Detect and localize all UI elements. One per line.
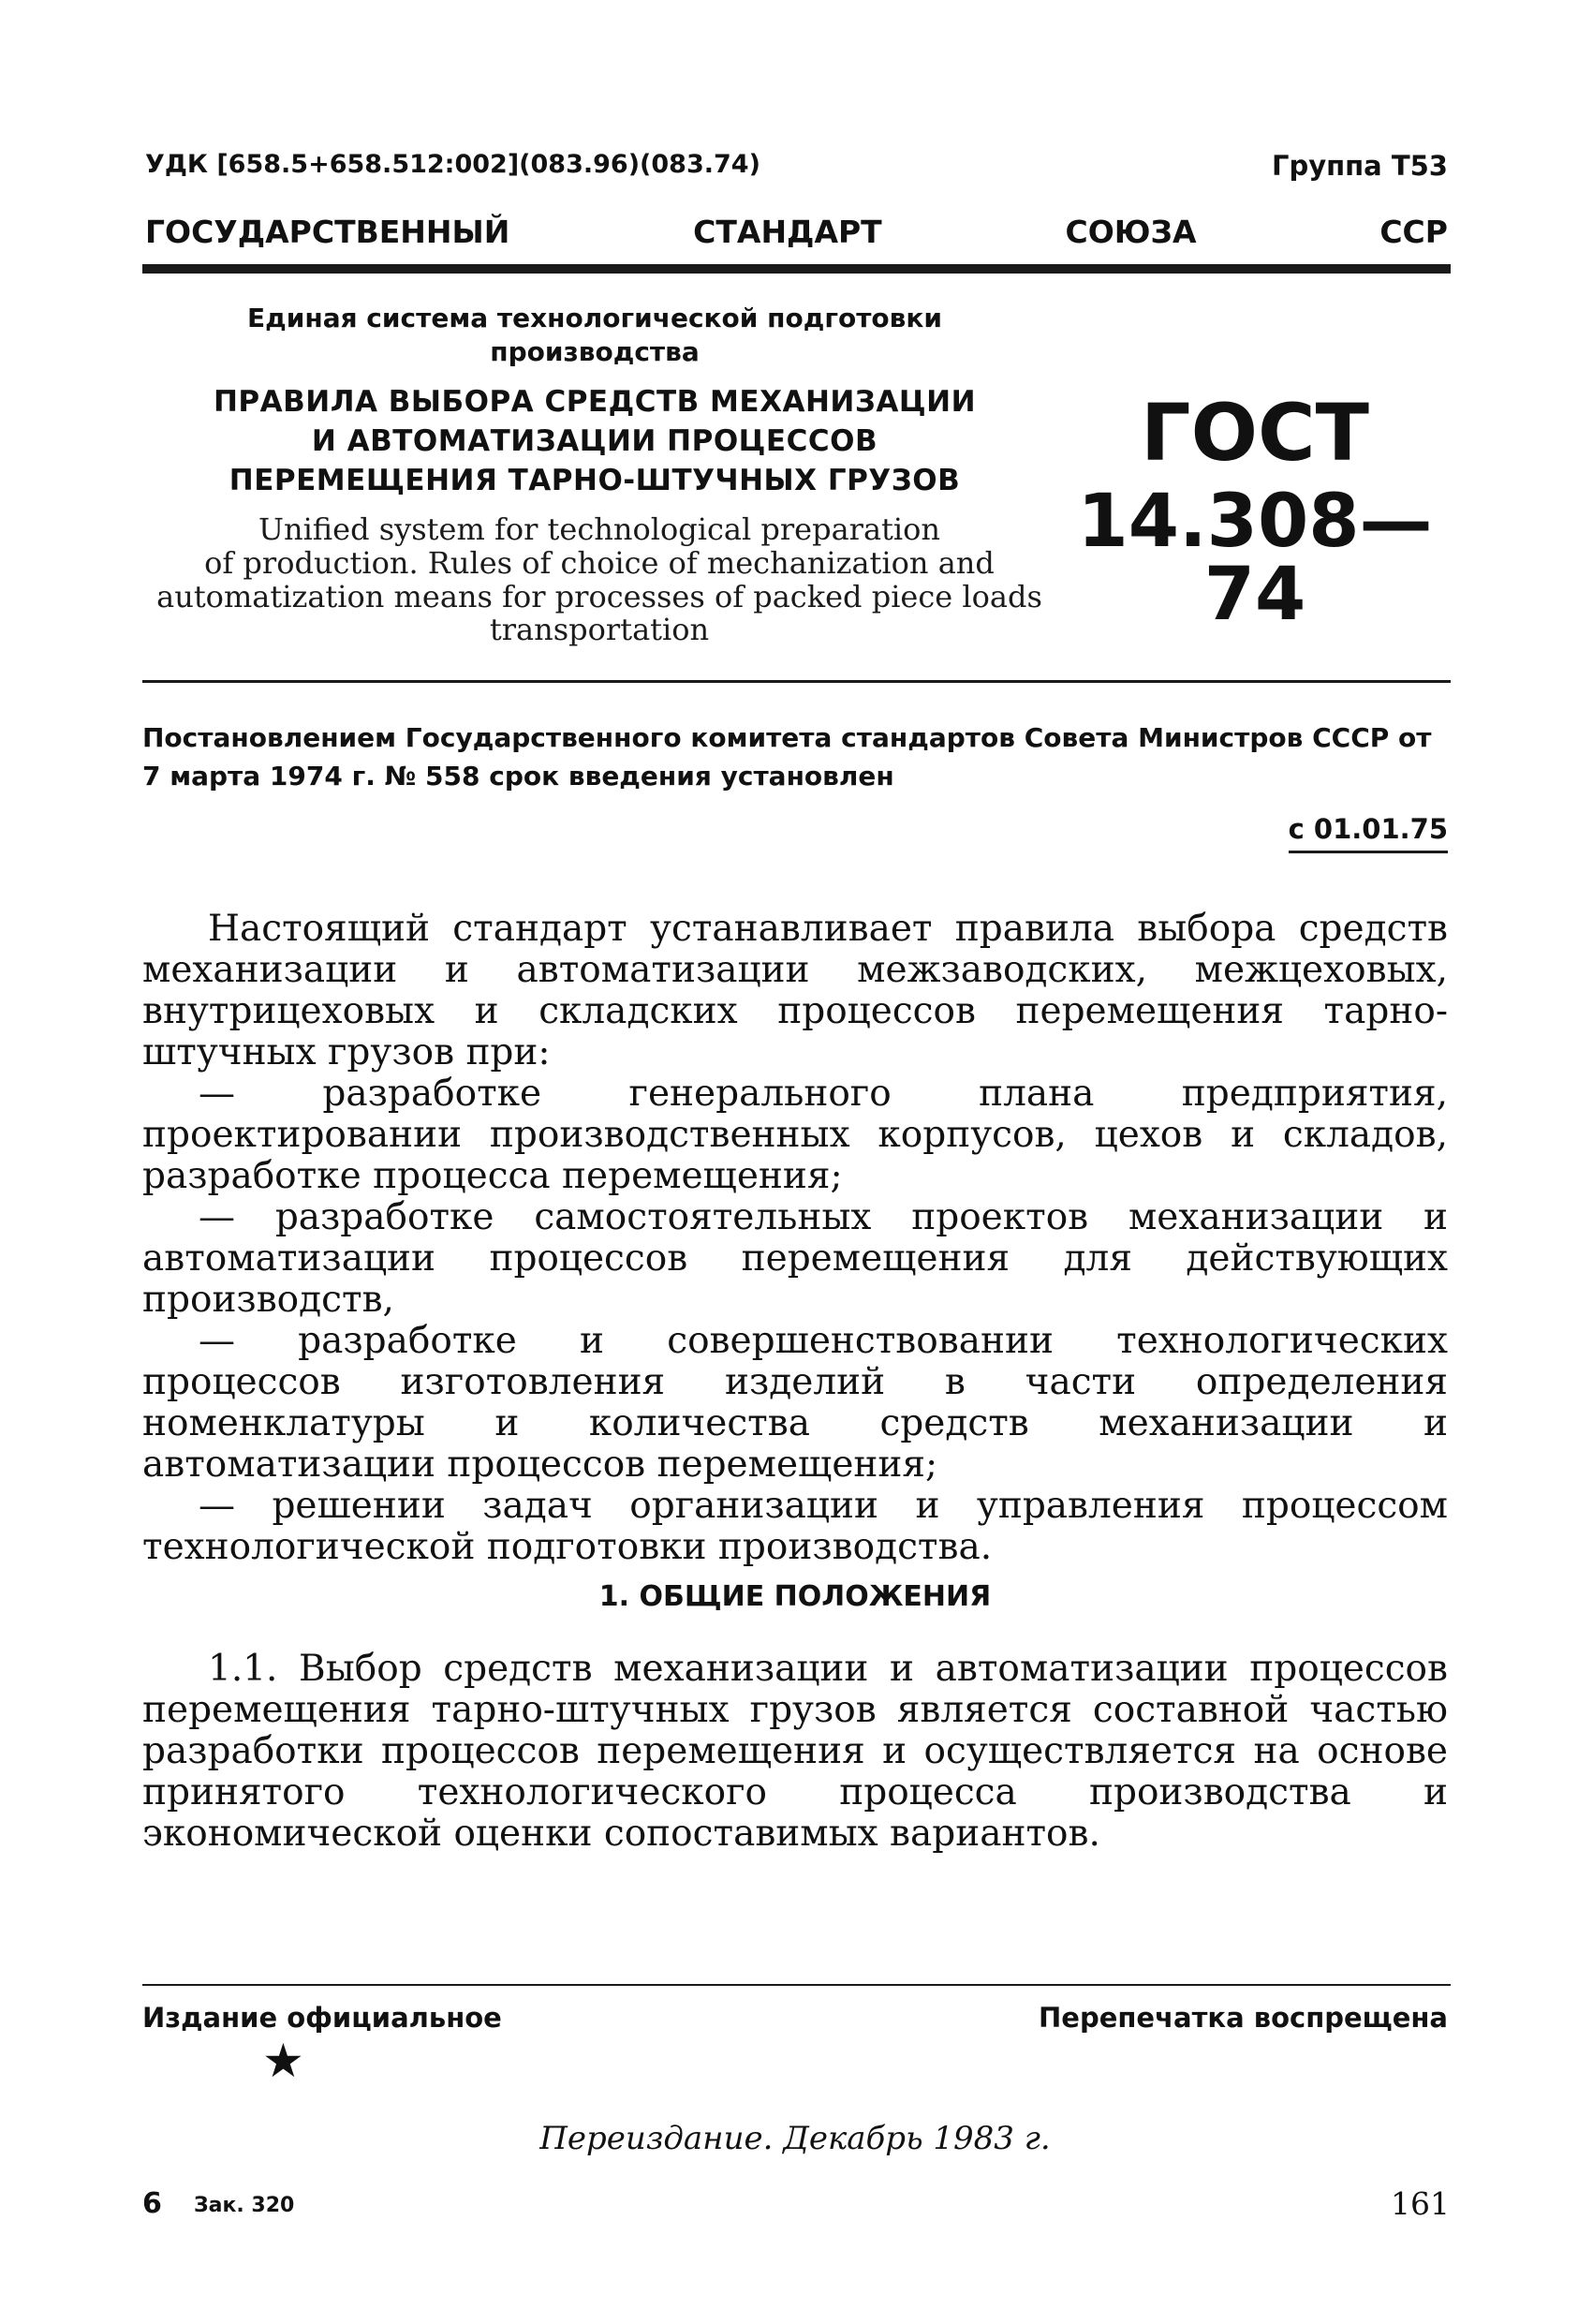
standard-title-line: ПЕРЕМЕЩЕНИЯ ТАРНО-ШТУЧНЫХ ГРУЗОВ: [229, 464, 961, 498]
state-standard-word: ГОСУДАРСТВЕННЫЙ: [145, 214, 510, 250]
gost-label: ГОСТ: [1141, 387, 1369, 479]
title-divider: [142, 680, 1451, 683]
english-title-line: automatization means for processes of packed piece loads: [156, 578, 1042, 614]
scope-item: — решении задач организации и управления процессом технологической подготовки производства.: [142, 1485, 1448, 1568]
scope-section: [142, 909, 1448, 1568]
state-standard-word: ССР: [1379, 214, 1448, 250]
english-title-line: Unified system for technological preparation: [258, 511, 940, 547]
english-title-line: of production. Rules of choice of mechanization and: [204, 544, 995, 581]
reissue-note: Переиздание. Декабрь 1983 г.: [539, 2120, 1051, 2157]
section-heading: 1. ОБЩИЕ ПОЛОЖЕНИЯ: [598, 1580, 992, 1613]
header-divider: [142, 264, 1451, 274]
state-standard-word: СТАНДАРТ: [693, 214, 882, 250]
order-number: Зак. 320: [194, 2194, 295, 2217]
official-edition: Издание официальное: [142, 2002, 502, 2034]
udk-code: УДК [658.5+658.512:002](083.96)(083.74): [145, 150, 760, 179]
system-title: Единая система технологической подготовки производства: [246, 303, 943, 368]
gost-number: 14.308—74: [1077, 480, 1433, 637]
reprint-notice: Перепечатка воспрещена: [1039, 2002, 1448, 2034]
scope-item: — разработке генерального плана предприятия, проектировании производственных корпусов, цехов и складов, разработке процесса перемещения;: [142, 1073, 1448, 1197]
state-standard-word: СОЮЗА: [1065, 214, 1197, 250]
page-number: 161: [1391, 2185, 1450, 2222]
footer-divider: [142, 1984, 1451, 1986]
english-title: [140, 513, 1058, 647]
scope-intro: Настоящий стандарт устанавливает правила выбора средств механизации и автоматизации межзаводских, межцеховых, внутрицеховых и складских процессов перемещения тарно-штучных грузов при:: [142, 908, 1448, 1073]
english-title-line: transportation: [489, 612, 710, 648]
sheet-number: 6: [142, 2187, 162, 2220]
introduction-date: с 01.01.75: [1289, 813, 1448, 853]
clause-section: [142, 1649, 1448, 1855]
scope-item: — разработке самостоятельных проектов механизации и автоматизации процессов перемещения для действующих производств,: [142, 1196, 1448, 1321]
clause-1-1: 1.1. Выбор средств механизации и автоматизации процессов перемещения тарно-штучных грузов является составной частью разработки процессов перемещения и осуществляется на основе принятого технологического процесса производства и экономической оценки сопоставимых вариантов.: [142, 1648, 1448, 1855]
decree-text: Постановлением Государственного комитета стандартов Совета Министров СССР от 7 марта 1974 г. № 558 срок введения установлен: [142, 722, 1432, 792]
standard-title-line: И АВТОМАТИЗАЦИИ ПРОЦЕССОВ: [311, 424, 878, 459]
standard-title: [187, 382, 1002, 500]
scope-item: — разработке и совершенствовании технологических процессов изготовления изделий в части определения номенклатуры и количества средств механизации и автоматизации процессов перемещения;: [142, 1320, 1448, 1486]
standard-title-line: ПРАВИЛА ВЫБОРА СРЕДСТВ МЕХАНИЗАЦИИ: [213, 385, 977, 419]
group-code: Группа Т53: [1271, 150, 1448, 182]
state-standard-heading: [145, 214, 1448, 250]
star-icon: ★: [262, 2034, 304, 2088]
